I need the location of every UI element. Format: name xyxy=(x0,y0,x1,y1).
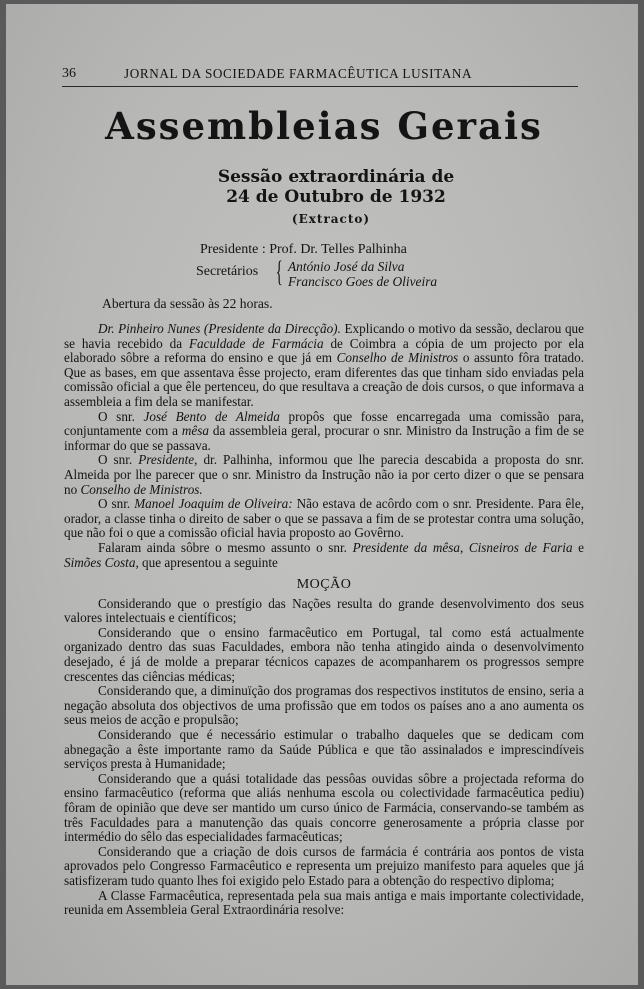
paragraph-1 xyxy=(64,322,584,410)
text-run: Falaram ainda sôbre o mesmo assunto o snr. xyxy=(98,539,353,555)
text-run: O snr. xyxy=(98,452,139,468)
considerando-3: Considerando que, a diminuïção dos programas dos respectivos institutos de ensino, seria a negação absoluta dos objectivos de uma profissão que em todos os países ano a ano aumenta os seus meios de acção e propulsão; xyxy=(64,683,584,728)
italic-run: mêsa xyxy=(181,423,209,439)
resolution-intro: A Classe Farmacêutica, representada pela sua mais antiga e mais importante colectividade, reunida em Assembleia Geral Extraordinária resolve: xyxy=(64,887,584,918)
speaker-name: Dr. Pinheiro Nunes (Presidente da Direcção). xyxy=(98,321,341,336)
journal-title: JORNAL DA SOCIEDADE FARMACÊUTICA LUSITANA xyxy=(124,66,473,81)
text-run: Não estava de acôrdo com o snr. Presidente. Para êle, orador, a classe tinha o direito de saber o que se passava a fim de se protestar contra uma solução, que não foi o que a comissão oficial havia proposto ao Govêrno. xyxy=(64,496,584,541)
speaker-name: Presidente da mêsa xyxy=(352,539,460,555)
speaker-name: José Bento de Almeida xyxy=(143,408,280,424)
text-run: O snr. xyxy=(98,408,144,424)
secretarios-label: Secretários xyxy=(196,264,259,279)
subtitle-line-1: Sessão extraordinária de xyxy=(217,167,455,187)
text-run: , dr. Palhinha, informou que lhe parecia descabida a proposta do snr. Almeida por lhe parecer que o snr. Ministro da Instrução não ia por certo dizer o que se pensara no xyxy=(64,452,584,497)
italic-run: Conselho de Ministros xyxy=(336,350,459,366)
document-page xyxy=(6,4,638,985)
considerando-1: Considerando que o prestígio das Nações resulta do grande desenvolvimento dos seus valores intelectuais e científicos; xyxy=(64,595,584,626)
text-run: O snr. xyxy=(98,496,135,512)
abertura-line: Abertura da sessão às 22 horas. xyxy=(102,296,273,311)
minutes-body xyxy=(64,322,584,918)
considerando-6: Considerando que a criação de dois cursos de farmácia é contrária aos pontos de vista aprovados pelo Congresso Farmacêutico e representa um prejuizo manifesto para aqueles que já satisfizeram tudo quanto lhes foi exigido pelo Estado para a obtenção do respectivo diploma; xyxy=(64,843,584,888)
text-run: de Coimbra a cópia de um projecto por ela elaborado sôbre a reforma do ensino e que já em xyxy=(64,335,584,366)
text-run: , xyxy=(459,539,469,555)
extracto-label: (Extracto) xyxy=(291,212,371,226)
brace-glyph: { xyxy=(275,255,283,288)
secretarios-names xyxy=(288,259,437,289)
subtitle-line-2: 24 de Outubro de 1932 xyxy=(226,187,446,207)
speaker-name: Presidente xyxy=(138,452,195,468)
text-run: Explicando o motivo da sessão, declarou que se havia recebido da xyxy=(64,321,584,351)
section-title: Assembleias Gerais xyxy=(105,104,543,148)
secretario-1: António José da Silva xyxy=(288,259,405,274)
italic-run: Conselho de Ministros. xyxy=(80,481,203,497)
considerando-4: Considerando que é necessário estimular o trabalho daqueles que se dedicam com abnegação a êste importante ramo da Saúde Pública e que tão assinalados e imprescindíveis serviços presta à Humanidade; xyxy=(64,727,584,772)
presidente-line: Presidente : Prof. Dr. Telles Palhinha xyxy=(200,242,407,257)
page-number: 36 xyxy=(62,66,76,81)
considerando-5: Considerando que a quási totalidade das pessôas ouvidas sôbre a projectada reforma do ensino farmacêutico (reforma que aliás nenhuma escola ou colectividade farmacêutica pediu) fôram de opinião que deve ser mantido um curso único de Farmácia, conservando-se também as três Faculdades para a manutenção das quais concorre generosamente a própria classe por intermédio do sêlo das especialidades farmacêuticas; xyxy=(64,770,584,845)
speaker-name: Simões Costa xyxy=(64,554,136,570)
speaker-name: Cisneiros de Faria xyxy=(468,539,573,555)
session-subtitle xyxy=(136,167,536,207)
italic-run: Faculdade de Farmácia xyxy=(188,335,324,351)
mocao-heading: MOÇÃO xyxy=(296,577,352,593)
secretario-2: Francisco Goes de Oliveira xyxy=(288,274,438,289)
text-run: propôs que fosse encarregada uma comissão para, conjuntamente com a xyxy=(64,408,584,439)
text-run: e xyxy=(572,539,585,555)
paragraph-3 xyxy=(64,453,584,497)
text-run: o assunto fôra tratado. Que as bases, em que assentava êsse projecto, eram diferentes das que tinham sido enviadas pela comissão oficial a que êle pertenceu, do que resultava a creação de dois cursos, o que informava a assembleia a fim dela se manifestar. xyxy=(64,350,585,409)
paragraph-5 xyxy=(64,541,584,570)
considerando-2: Considerando que o ensino farmacêutico em Portugal, tal como está actualmente organizado dentro das suas Faculdades, embora não tenha atingido ainda o desenvolvimento desejado, é já de molde a preparar técnicos capazes de acompanharem os progressos sempre crescentes das ciências médicas; xyxy=(64,624,584,684)
speaker-name: Manoel Joaquim de Oliveira: xyxy=(134,496,293,512)
running-header xyxy=(62,64,578,87)
text-run: da assembleia geral, procurar o snr. Ministro da Instrução a fim de se informar do que se passava. xyxy=(64,423,584,453)
paragraph-4 xyxy=(64,497,584,541)
paragraph-2 xyxy=(64,410,584,454)
text-run: , que apresentou a seguinte xyxy=(135,554,278,570)
